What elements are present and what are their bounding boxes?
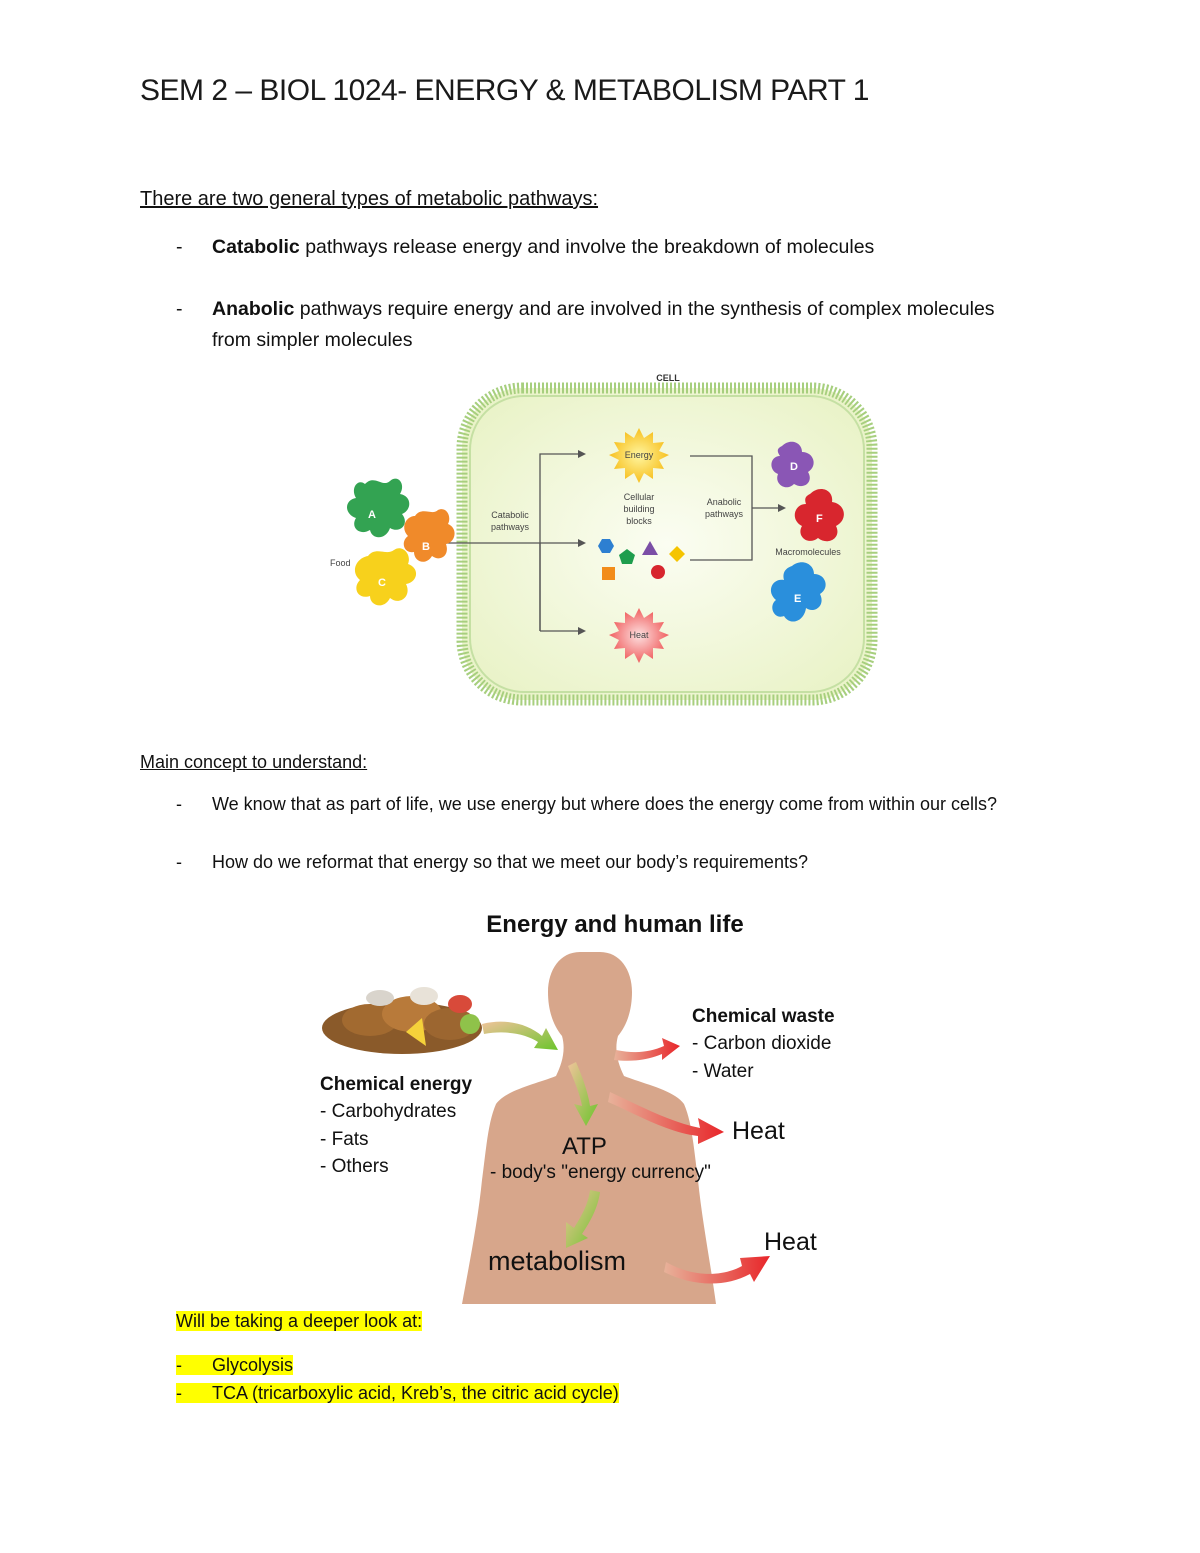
food-letter-a: A [368,509,376,521]
page-title: SEM 2 – BIOL 1024- ENERGY & METABOLISM PART 1 [140,74,869,107]
food-blob-c [355,548,416,605]
concept-1-text: We know that as part of life, we use energy but where does the energy come from within our cells? [212,794,998,814]
energy-currency-label: - body's "energy currency" [490,1162,711,1183]
fats-label: - Fats [320,1129,369,1150]
bullet-anabolic [0,294,1200,356]
bullet-dash: - [176,794,182,814]
others-label: - Others [320,1156,389,1177]
food-label: Food [330,558,351,568]
heat-label-2: Heat [764,1228,817,1256]
atp-label: ATP [562,1133,607,1160]
waste-arrow [614,1038,680,1061]
energy-human-life-figure [310,900,870,1310]
catabolic-text: pathways release energy and involve the breakdown of molecules [299,236,875,258]
water-label: - Water [692,1061,754,1082]
heat-label-1: Heat [732,1117,785,1145]
heat-label: Heat [629,630,649,640]
figure-title: Energy and human life [486,911,744,938]
bullet-dash: - [176,1383,182,1403]
bullet-dash: - [176,852,182,872]
catabolic-label-2: pathways [490,522,530,532]
macro-letter-d: D [790,461,798,473]
anabolic-label-2: pathways [704,509,744,519]
carbon-dioxide-label: - Carbon dioxide [692,1033,832,1054]
blocks-label-1: Cellular [623,492,655,502]
section-heading-deeper-look: Will be taking a deeper look at: [176,1311,423,1331]
term-anabolic: Anabolic [212,298,295,320]
bullet-dash: - [176,1355,182,1375]
energy-label: Energy [624,450,654,460]
carbohydrates-label: - Carbohydrates [320,1101,457,1122]
cell-metabolism-diagram [320,366,880,706]
metabolism-label: metabolism [488,1246,627,1276]
glycolysis-text: Glycolysis [212,1355,294,1375]
list-item-glycolysis [176,1351,293,1379]
bullet-concept-2 [0,848,1200,876]
food-letter-c: C [378,577,386,589]
term-catabolic: Catabolic [212,236,300,258]
bullet-catabolic [0,232,1200,263]
cell-membrane [462,388,872,700]
cell-label: CELL [656,373,680,383]
food-to-body-arrow [482,1022,558,1050]
food-letter-b: B [422,541,430,553]
bullet-concept-1 [0,790,1200,846]
food-blob-a [347,479,409,538]
list-item-tca [176,1379,619,1407]
tca-text: TCA (tricarboxylic acid, Kreb’s, the citric acid cycle) [212,1383,619,1403]
anabolic-text: pathways require energy and are involved in the synthesis of complex molecules from simpler molecules [212,298,995,351]
macro-letter-f: F [816,513,823,525]
blocks-label-2: building [623,504,655,514]
section-heading-main-concept: Main concept to understand: [140,752,368,772]
macro-letter-e: E [794,593,802,605]
chemical-energy-label: Chemical energy [320,1074,473,1095]
bullet-dash: - [176,298,183,320]
bullet-dash: - [176,236,183,258]
concept-2-text: How do we reformat that energy so that we meet our body’s requirements? [212,852,808,872]
section-heading-pathways: There are two general types of metabolic pathways: [140,188,599,210]
macromolecules-label: Macromolecules [775,547,841,557]
chemical-waste-label: Chemical waste [692,1006,835,1027]
catabolic-label-1: Catabolic [491,510,529,520]
blocks-label-3: blocks [626,516,652,526]
anabolic-label-1: Anabolic [706,497,742,507]
food-blob-b [404,509,455,562]
food-pile-image [322,987,482,1054]
